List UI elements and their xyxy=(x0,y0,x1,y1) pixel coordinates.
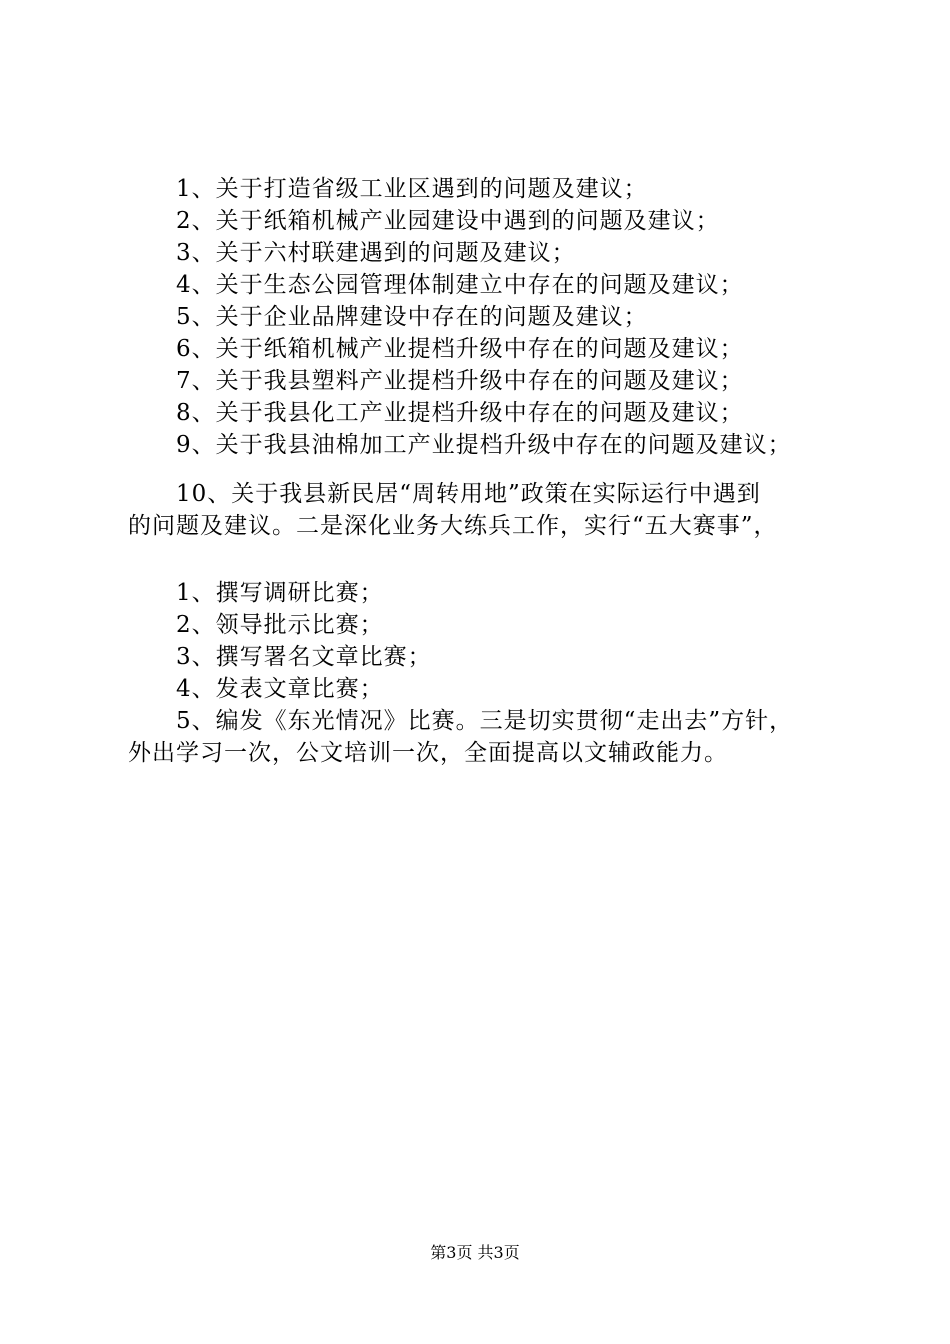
list-item: 1、关于打造省级工业区遇到的问题及建议； xyxy=(176,176,648,202)
list-item: 5、编发《东光情况》比赛。三是切实贯彻“走出去”方针， xyxy=(176,708,794,734)
list-item: 2、关于纸箱机械产业园建设中遇到的问题及建议； xyxy=(176,208,720,234)
list-item: 9、关于我县油棉加工产业提档升级中存在的问题及建议； xyxy=(176,432,792,458)
list-item: 7、关于我县塑料产业提档升级中存在的问题及建议； xyxy=(176,368,744,394)
list-item: 3、关于六村联建遇到的问题及建议； xyxy=(176,240,576,266)
list-item: 5、关于企业品牌建设中存在的问题及建议； xyxy=(176,304,648,330)
paragraph-line: 的问题及建议。二是深化业务大练兵工作，实行“五大赛事”， xyxy=(128,513,778,539)
list-item: 2、领导批示比赛； xyxy=(176,612,384,638)
list-item: 4、发表文章比赛； xyxy=(176,676,384,702)
list-item: 1、撰写调研比赛； xyxy=(176,580,384,606)
list-item: 8、关于我县化工产业提档升级中存在的问题及建议； xyxy=(176,400,744,426)
paragraph-line: 外出学习一次，公文培训一次，全面提高以文辅政能力。 xyxy=(128,740,728,766)
document-body xyxy=(128,173,838,769)
list-item: 4、关于生态公园管理体制建立中存在的问题及建议； xyxy=(176,272,744,298)
list-item: 6、关于纸箱机械产业提档升级中存在的问题及建议； xyxy=(176,336,744,362)
paragraph-line: 10、关于我县新民居“周转用地”政策在实际运行中遇到 xyxy=(176,481,761,507)
page-number-footer: 第3页 共3页 xyxy=(430,1243,520,1262)
list-item: 3、撰写署名文章比赛； xyxy=(176,644,432,670)
